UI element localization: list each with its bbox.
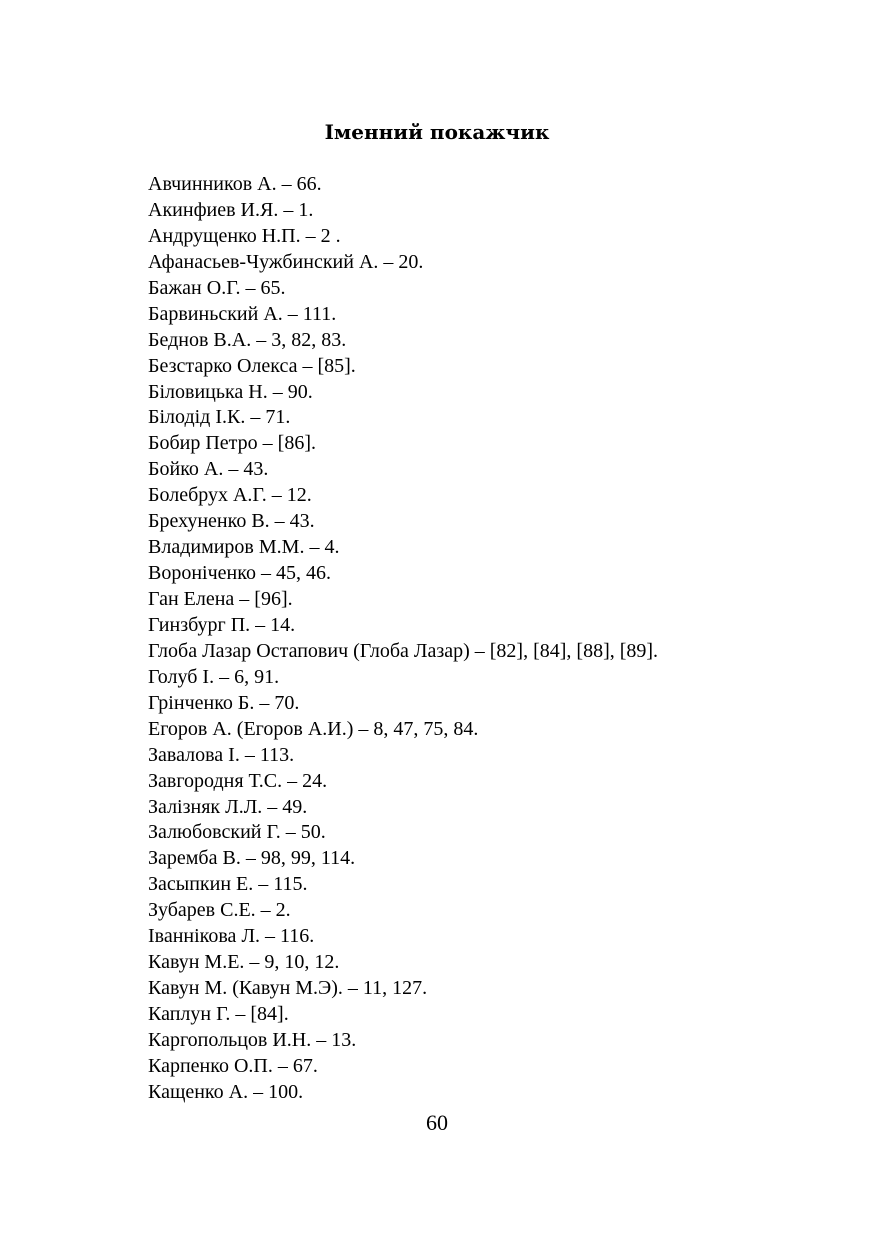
index-entry: Авчинников А. – 66. xyxy=(148,173,322,195)
index-entry: Акинфиев И.Я. – 1. xyxy=(148,198,314,221)
page-title: Іменний покажчик xyxy=(324,120,550,144)
index-entry: Залізняк Л.Л. – 49. xyxy=(148,795,308,818)
index-entry: Безстарко Олекса – [85]. xyxy=(148,354,356,377)
index-entry: Карпенко О.П. – 67. xyxy=(148,1054,318,1077)
index-entry: Глоба Лазар Остапович (Глоба Лазар) – [82], [84], [88], [89]. xyxy=(148,639,659,662)
index-entry: Владимиров М.М. – 4. xyxy=(148,536,340,559)
index-entry: Кавун М. (Кавун М.Э). – 11, 127. xyxy=(148,977,428,1000)
index-entry: Кавун М.Е. – 9, 10, 12. xyxy=(148,951,340,974)
index-entry: Ган Елена – [96]. xyxy=(148,588,293,610)
index-entry: Каплун Г. – [84]. xyxy=(148,1003,289,1025)
index-entry: Голуб І. – 6, 91. xyxy=(148,665,280,688)
index-entry: Бобир Петро – [86]. xyxy=(148,432,316,455)
index-entry: Кащенко А. – 100. xyxy=(148,1080,304,1103)
index-entry: Зубарев С.Е. – 2. xyxy=(148,899,291,922)
index-entry: Заремба В. – 98, 99, 114. xyxy=(148,847,356,870)
index-entry: Залюбовский Г. – 50. xyxy=(148,821,326,844)
name-index-list xyxy=(148,172,788,1106)
index-entry: Андрущенко Н.П. – 2 . xyxy=(148,224,341,247)
index-entry: Егоров А. (Егоров А.И.) – 8, 47, 75, 84. xyxy=(148,717,479,740)
index-entry: Барвиньский А. – 111. xyxy=(148,302,337,325)
index-entry: Каргопольцов И.Н. – 13. xyxy=(148,1028,357,1051)
index-entry: Гинзбург П. – 14. xyxy=(148,613,296,636)
index-entry: Іваннікова Л. – 116. xyxy=(148,925,315,948)
index-entry: Білодід І.К. – 71. xyxy=(148,406,291,429)
index-entry: Вороніченко – 45, 46. xyxy=(148,562,331,585)
index-entry: Болебрух А.Г. – 12. xyxy=(148,484,312,507)
index-entry: Бойко А. – 43. xyxy=(148,458,269,481)
index-entry: Беднов В.А. – 3, 82, 83. xyxy=(148,328,347,351)
index-entry: Грінченко Б. – 70. xyxy=(148,691,300,714)
index-entry: Завалова І. – 113. xyxy=(148,743,295,766)
index-entry: Афанасьев-Чужбинский А. – 20. xyxy=(148,250,424,273)
index-entry: Завгородня Т.С. – 24. xyxy=(148,769,328,792)
index-entry: Бажан О.Г. – 65. xyxy=(148,276,286,299)
index-entry: Брехуненко В. – 43. xyxy=(148,510,315,533)
page-number: 60 xyxy=(426,1110,448,1135)
index-entry: Засыпкин Е. – 115. xyxy=(148,873,308,896)
index-entry: Біловицька Н. – 90. xyxy=(148,380,313,403)
